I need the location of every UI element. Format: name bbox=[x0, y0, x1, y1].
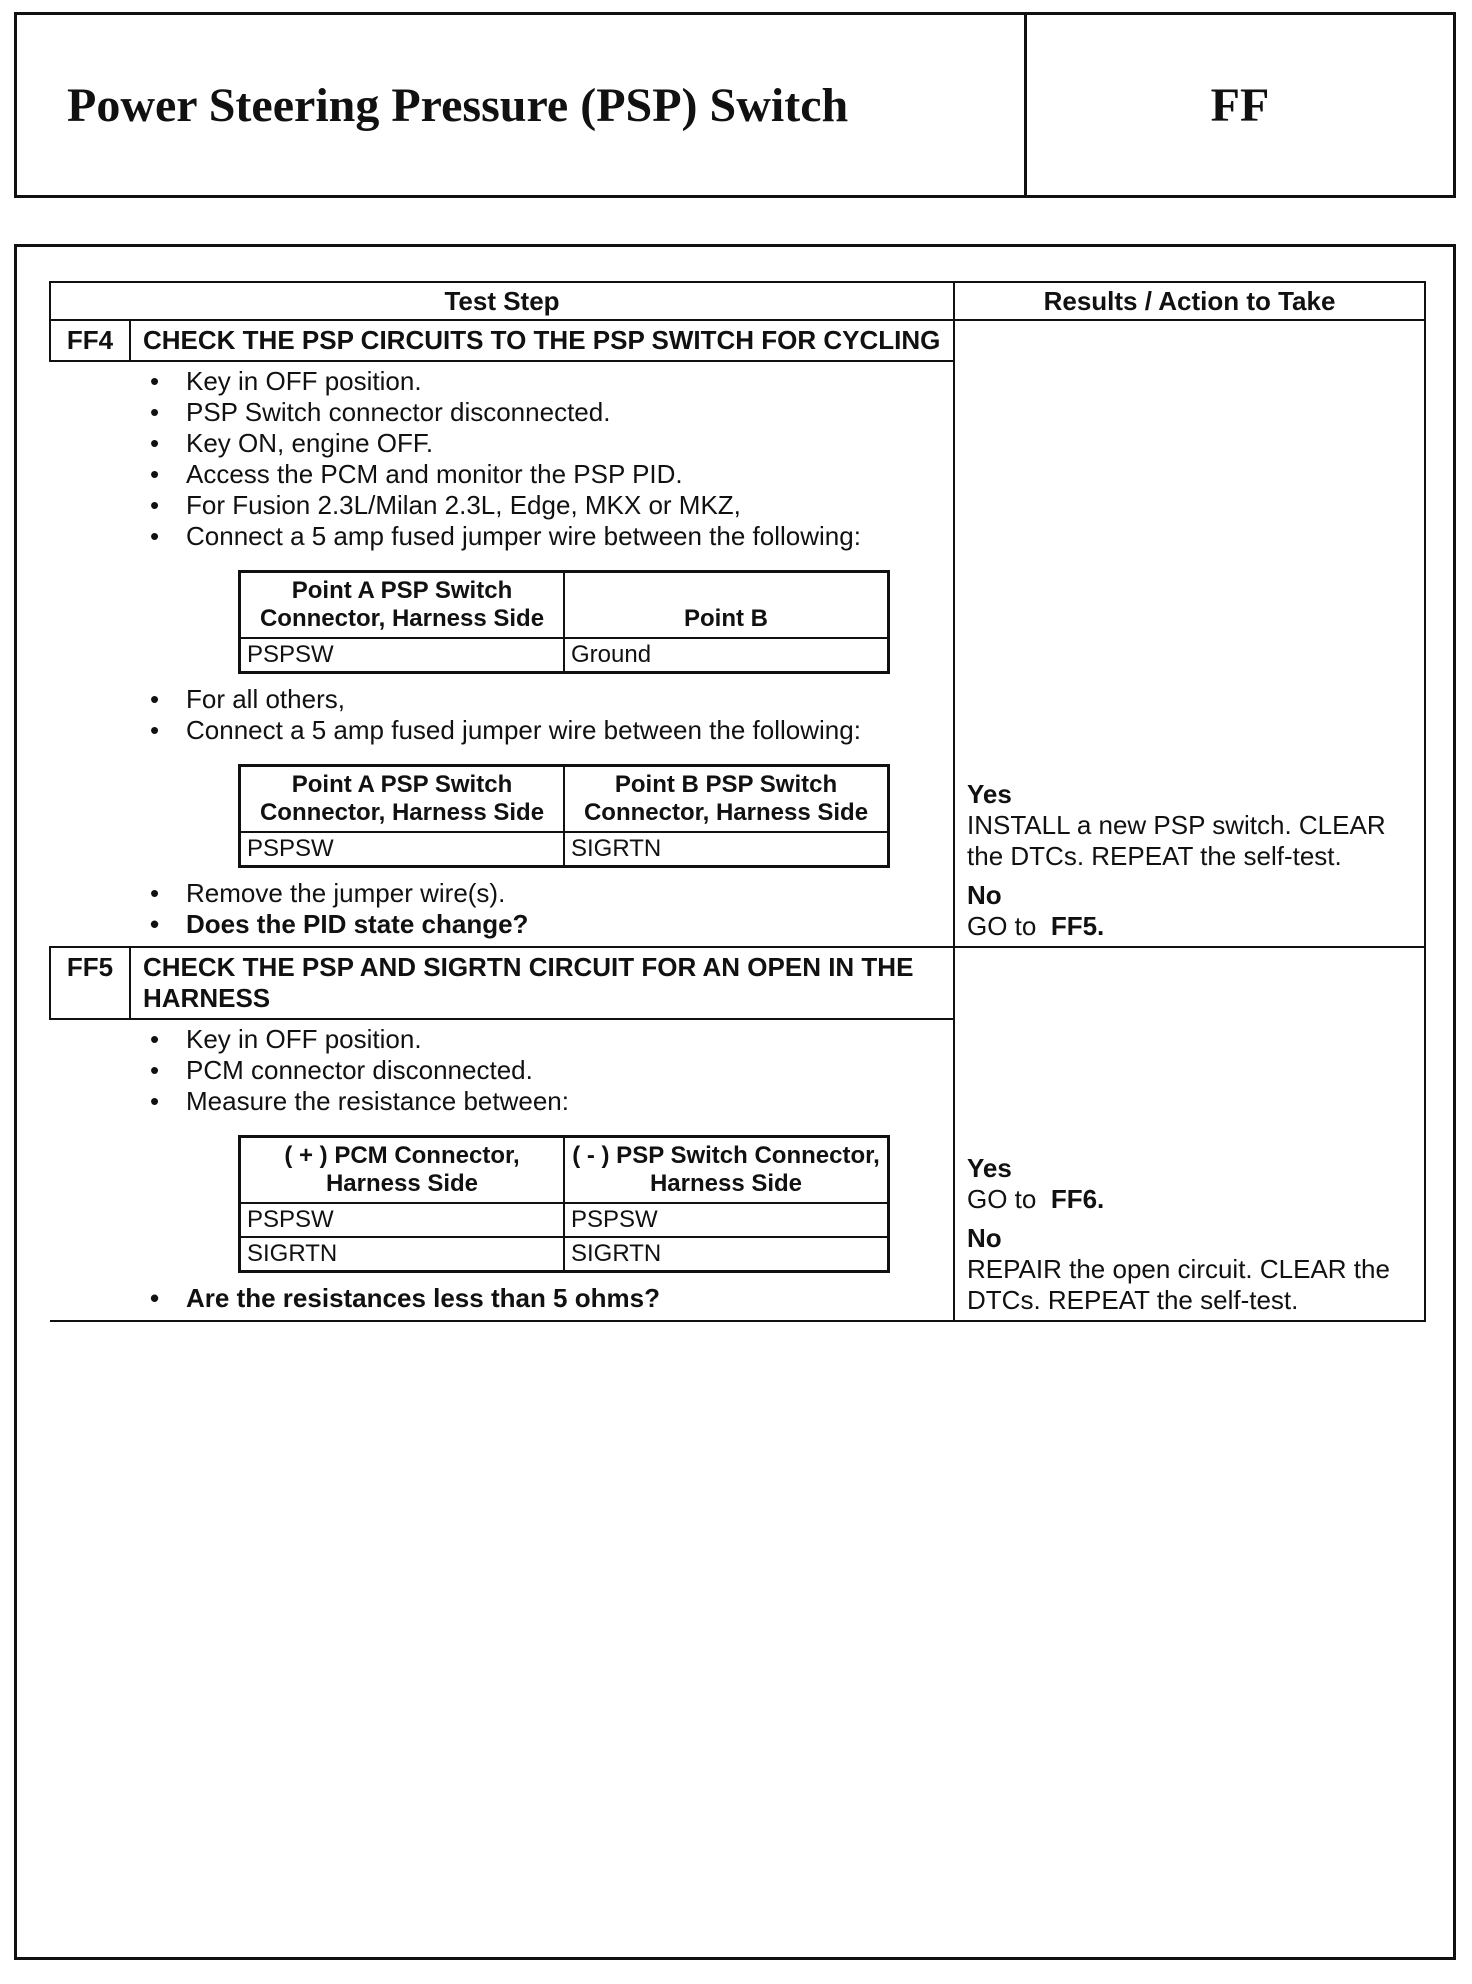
diagnostic-table bbox=[49, 281, 1426, 1322]
ff4-bullets-b bbox=[146, 684, 945, 746]
result-no-text: REPAIR the open circuit. CLEAR the DTCs. REPEAT the self-test. bbox=[967, 1254, 1390, 1315]
sub-cell: SIGRTN bbox=[240, 1237, 565, 1272]
list-item: • Connect a 5 amp fused jumper wire between the following: bbox=[146, 521, 945, 552]
ff4-connection-table-2 bbox=[238, 764, 890, 868]
goto-ff5-link[interactable]: FF5. bbox=[1050, 911, 1105, 941]
result-no-label: No bbox=[967, 880, 1002, 910]
list-item: • PSP Switch connector disconnected. bbox=[146, 397, 945, 428]
results-ff5 bbox=[954, 947, 1425, 1321]
result-yes-label: Yes bbox=[967, 779, 1012, 809]
step-body-ff4 bbox=[50, 361, 954, 947]
step-code-ff4: FF4 bbox=[50, 320, 130, 361]
result-yes-line bbox=[967, 1184, 1412, 1215]
list-item: • PCM connector disconnected. bbox=[146, 1055, 945, 1086]
ff4-bullets-a bbox=[146, 366, 945, 552]
result-no-label: No bbox=[967, 1223, 1002, 1253]
list-item: • Connect a 5 amp fused jumper wire between the following: bbox=[146, 715, 945, 746]
test-step-header: Test Step bbox=[50, 282, 954, 320]
list-item: • For all others, bbox=[146, 684, 945, 715]
result-no-line bbox=[967, 911, 1412, 942]
sub-cell: SIGRTN bbox=[564, 1237, 889, 1272]
step-title-ff5: CHECK THE PSP AND SIGRTN CIRCUIT FOR AN OPEN IN THE HARNESS bbox=[130, 947, 954, 1019]
ff5-resistance-table bbox=[238, 1135, 890, 1273]
list-item: • Remove the jumper wire(s). bbox=[146, 878, 945, 909]
sub-header-a: ( + ) PCM Connector, Harness Side bbox=[240, 1137, 565, 1204]
section-code: FF bbox=[1210, 78, 1270, 132]
list-item-question: • Are the resistances less than 5 ohms? bbox=[146, 1283, 945, 1314]
sub-header-a: Point A PSP Switch Connector, Harness Side bbox=[240, 572, 565, 639]
list-item: • Access the PCM and monitor the PSP PID. bbox=[146, 459, 945, 490]
list-item: • Key in OFF position. bbox=[146, 1024, 945, 1055]
result-yes-text: GO to bbox=[967, 1184, 1037, 1214]
page-header bbox=[14, 12, 1456, 198]
ff4-connection-table-1 bbox=[238, 570, 890, 674]
ff5-bullets-a bbox=[146, 1024, 945, 1117]
sub-header-a: Point A PSP Switch Connector, Harness Side bbox=[240, 766, 565, 833]
step-title-ff4: CHECK THE PSP CIRCUITS TO THE PSP SWITCH FOR CYCLING bbox=[130, 320, 954, 361]
sub-cell: PSPSW bbox=[240, 1203, 565, 1237]
goto-ff6-link[interactable]: FF6. bbox=[1050, 1184, 1105, 1214]
result-no-text: GO to bbox=[967, 911, 1037, 941]
ff4-bullets-c bbox=[146, 878, 945, 940]
list-item-question: • Does the PID state change? bbox=[146, 909, 945, 940]
step-body-ff5 bbox=[50, 1019, 954, 1321]
sub-cell: PSPSW bbox=[240, 638, 565, 673]
list-item: • Measure the resistance between: bbox=[146, 1086, 945, 1117]
result-yes-label: Yes bbox=[967, 1153, 1012, 1183]
list-item: • Key in OFF position. bbox=[146, 366, 945, 397]
sub-cell: SIGRTN bbox=[564, 832, 889, 867]
sub-cell: PSPSW bbox=[240, 832, 565, 867]
result-yes-text: INSTALL a new PSP switch. CLEAR the DTCs. REPEAT the self-test. bbox=[967, 810, 1386, 871]
step-code-ff5: FF5 bbox=[50, 947, 130, 1019]
sub-header-b: Point B PSP Switch Connector, Harness Side bbox=[564, 766, 889, 833]
sub-header-b: ( - ) PSP Switch Connector, Harness Side bbox=[564, 1137, 889, 1204]
sub-cell: PSPSW bbox=[564, 1203, 889, 1237]
list-item: • Key ON, engine OFF. bbox=[146, 428, 945, 459]
sub-cell: Ground bbox=[564, 638, 889, 673]
page-title: Power Steering Pressure (PSP) Switch bbox=[17, 15, 1027, 195]
list-item: • For Fusion 2.3L/Milan 2.3L, Edge, MKX or MKZ, bbox=[146, 490, 945, 521]
results-header: Results / Action to Take bbox=[954, 282, 1425, 320]
sub-header-b: Point B bbox=[564, 572, 889, 639]
results-ff4 bbox=[954, 320, 1425, 947]
ff5-bullets-b bbox=[146, 1283, 945, 1314]
